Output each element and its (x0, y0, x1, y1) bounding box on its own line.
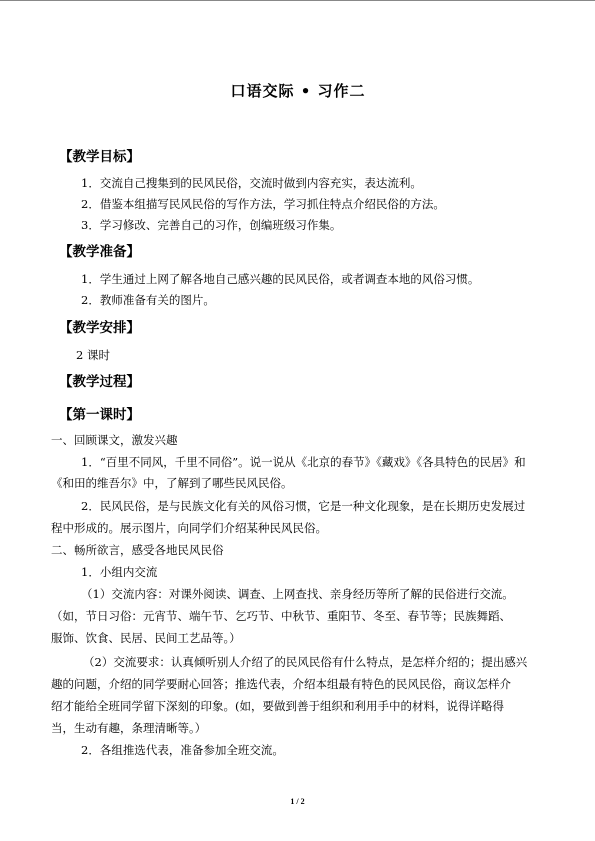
body-line-15: 2．各组推选代表，准备参加全班交流。 (81, 743, 284, 757)
body-line-11: （2）交流要求：认真倾听别人介绍了的民风民俗有什么特点，是怎样介绍的；提出感兴 (83, 655, 528, 669)
heading-teaching-goals: 【教学目标】 (59, 149, 140, 165)
body-line-4: 2．民风民俗，是与民族文化有关的风俗习惯，它是一种文化现象，是在长期历史发展过 (81, 499, 526, 513)
heading-teaching-schedule: 【教学安排】 (59, 320, 140, 336)
body-line-12: 趣的问题，介绍的同学要耐心回答；推选代表，介绍本组最有特色的民风民俗，商议怎样介 (51, 677, 511, 691)
top-rule (0, 0, 595, 1)
body-line-13: 绍才能给全班同学留下深刻的印象。(如，要做到善于组织和利用手中的材料，说得详略得 (51, 699, 504, 713)
body-line-1: 一、回顾课文，激发兴趣 (51, 433, 178, 447)
body-line-2: 1．“百里不同风，千里不同俗”。说一说从《北京的春节》《藏戏》《各具特色的民居》和 (81, 455, 526, 469)
body-line-14: 当，生动有趣，条理清晰等。） (51, 721, 207, 735)
schedule-text: 2 课时 (76, 348, 110, 362)
body-line-9: （如，节日习俗：元宵节、端午节、乞巧节、中秋节、重阳节、冬至、春节等；民族舞蹈、 (51, 609, 511, 623)
goal-item-2: 2．借鉴本组描写民风民俗的写作方法，学习抓住特点介绍民俗的方法。 (81, 197, 445, 211)
body-line-8: （1）交流内容：对课外阅读、调查、上网查找、亲身经历等所了解的民俗进行交流。 (81, 587, 514, 601)
body-line-5: 程中形成的。展示图片，向同学们介绍某种民风民俗。 (51, 521, 327, 535)
goal-item-1: 1．交流自己搜集到的民风民俗，交流时做到内容充实，表达流利。 (81, 176, 422, 190)
body-line-6: 二、畅所欲言，感受各地民风民俗 (51, 543, 224, 557)
page-number: 1 / 2 (290, 797, 305, 806)
body-line-3: 《和田的维吾尔》中，了解到了哪些民风民俗。 (51, 476, 293, 490)
heading-teaching-prep: 【教学准备】 (59, 244, 140, 260)
body-line-10: 服饰、饮食、民居、民间工艺品等。） (51, 631, 241, 645)
heading-lesson-one: 【第一课时】 (59, 407, 140, 423)
body-line-7: 1．小组内交流 (81, 565, 158, 579)
goal-item-3: 3．学习修改、完善自己的习作，创编班级习作集。 (81, 218, 342, 232)
heading-teaching-process: 【教学过程】 (59, 374, 140, 390)
prep-item-1: 1．学生通过上网了解各地自己感兴趣的民风民俗，或者调查本地的风俗习惯。 (81, 272, 480, 286)
document-title: 口语交际 • 习作二 (230, 82, 366, 100)
prep-item-2: 2．教师准备有关的图片。 (81, 293, 215, 307)
